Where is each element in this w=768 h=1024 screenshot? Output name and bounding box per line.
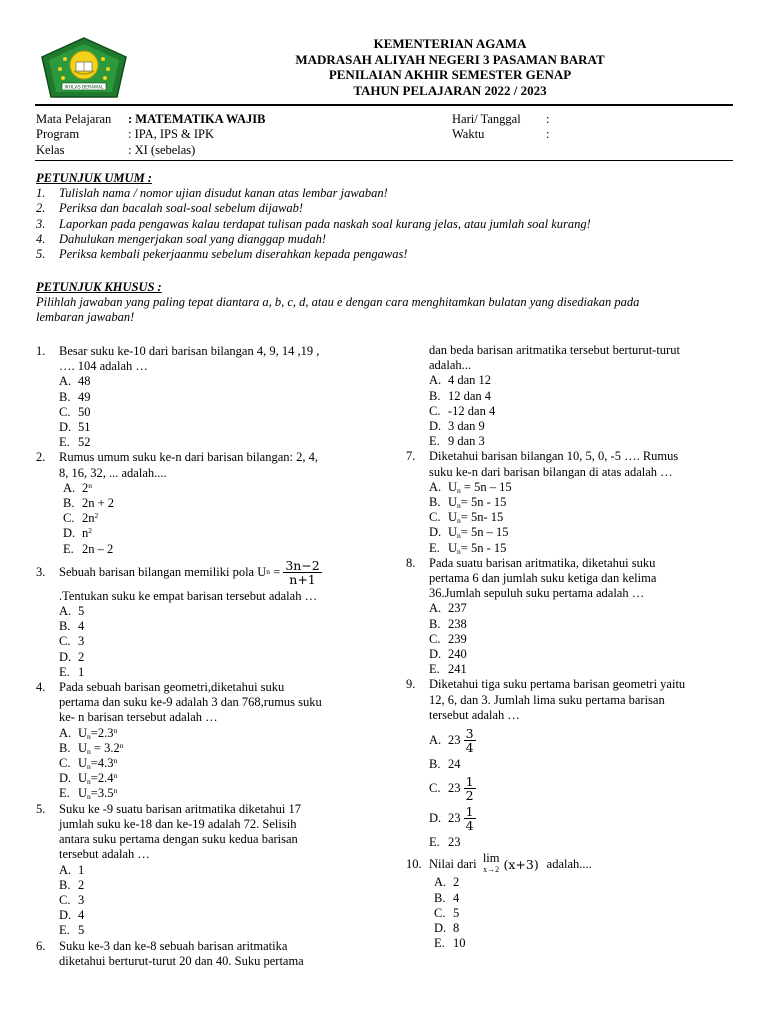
kelas-value: : XI (sebelas) (128, 142, 196, 157)
option-c[interactable]: C. 3 (59, 892, 85, 907)
kelas-label: Kelas (36, 142, 65, 157)
option-d[interactable]: D. 4 (59, 908, 85, 923)
option-a[interactable]: A. 4 dan 12 (429, 373, 492, 388)
header-divider (35, 104, 733, 106)
list-item: 3. Laporkan pada pengawas kalau terdapat tulisan pada naskah soal kurang jelas, atau jumlah soal kurang! (36, 216, 591, 231)
option-b[interactable]: B. 2 (59, 877, 85, 892)
option-d[interactable]: D. 240 (429, 647, 467, 662)
question-6: 6. Suku ke-3 dan ke-8 sebuah barisan aritmatika diketahui berturut-turut 20 dan 40. Suku pertama (36, 938, 304, 968)
option-c[interactable]: C. $U_n= 5n-$ 15 (429, 510, 504, 526)
question-10: 10. Nilai dari lim x→2 (x+3) adalah.... A. 2 B. 4 C. 5 D. 8 E. 10 (406, 853, 751, 951)
option-c[interactable]: C. 23 $\frac{1}{2}$ (429, 774, 474, 804)
option-a[interactable]: A. 5 (59, 604, 85, 619)
header-line-3: PENILAIAN AKHIR SEMESTER GENAP (328, 67, 572, 82)
option-d[interactable]: D. 23 $\frac{1}{4}$ (429, 804, 474, 834)
option-e[interactable]: E. $U_n= 5n - 15$ (429, 540, 507, 556)
list-item: 2. Periksa dan bacalah soal-soal sebelum dijawab! (36, 201, 304, 216)
option-e[interactable]: E. 241 (429, 662, 467, 677)
option-c[interactable]: C. -12 dan 4 (429, 403, 496, 418)
petunjuk-khusus-title: PETUNJUK KHUSUS : (36, 280, 162, 294)
petunjuk-umum-title: PETUNJUK UMUM : (36, 171, 152, 185)
question-3: 3. Sebuah barisan bilangan memiliki pola U n = $\frac{3n-2}{n+1}$ .Tentukan suku ke empat barisan tersebut adalah … A. 5 B. 4 C. 3 D. 2 E. 1 (36, 559, 386, 680)
option-a[interactable]: A. $U_n = 5n - 15$ (429, 479, 512, 495)
option-e[interactable]: E. 10 (434, 936, 466, 951)
option-a[interactable]: A. $U_n=2.3^n$ (59, 725, 118, 741)
exam-info-right (452, 112, 549, 143)
petunjuk-umum-list (36, 186, 736, 262)
list-item: 1. Tulislah nama / nomor ujian disudut kanan atas lembar jawaban! (36, 186, 388, 200)
petunjuk-umum (36, 171, 736, 262)
option-d[interactable]: D. $n^2$ (63, 526, 92, 541)
option-c[interactable]: C. 50 (59, 404, 91, 419)
option-d[interactable]: D. $U_n=2.4^n$ (59, 771, 118, 787)
option-b[interactable]: B. 2n + 2 (63, 496, 115, 511)
question-column-left (36, 344, 386, 969)
list-item: 5. Periksa kembali pekerjaanmu sebelum diserahkan kepada pengawas! (36, 247, 408, 262)
option-c[interactable]: C. $U_n=4.3^n$ (59, 756, 118, 772)
exam-info-left (36, 112, 266, 158)
program-label: Program (36, 127, 80, 142)
program-value: : IPA, IPS & IPK (128, 127, 215, 142)
option-a[interactable]: A. 237 (429, 601, 467, 616)
question-9: 9. Diketahui tiga suku pertama barisan geometri yaitu 12, 6, dan 3. Jumlah lima suku pertama barisan tersebut adalah … A. 23 $\frac{3}{4}$ B. 24 C. 23 $\frac{1}{2}$ D. 23 $\frac{1}{4}$ E. 23 (406, 677, 751, 850)
option-e[interactable]: E. 1 (59, 664, 85, 679)
question-2: 2. Rumus umum suku ke-n dari barisan bilangan: 2, 4, 8, 16, 32, ... adalah.... A. 2$^n$ B. 2n + 2 C. $2n^2$ D. $n^2$ E. 2n – 2 (36, 450, 386, 556)
waktu-value: : (546, 127, 550, 142)
kemenag-logo (38, 37, 130, 99)
question-8: 8. Pada suatu barisan aritmatika, diketahui suku pertama 6 dan jumlah suku ketiga dan kelima 36.Jumlah sepuluh suku pertama adalah … A. 237 B. 238 C. 239 D. 240 E. 241 (406, 556, 751, 678)
option-d[interactable]: D. 51 (59, 420, 91, 435)
option-b[interactable]: B. $U_n = 3.2^n$ (59, 740, 124, 756)
mapel-label: Mata Pelajaran (36, 112, 112, 126)
info-divider (35, 160, 733, 161)
header-title (175, 36, 725, 98)
option-c[interactable]: C. 3 (59, 634, 85, 649)
header-line-1: KEMENTERIAN AGAMA (373, 36, 527, 51)
option-a[interactable]: A. 2 (434, 875, 460, 890)
option-a[interactable]: A. 23 $\frac{3}{4}$ (429, 726, 474, 756)
option-c[interactable]: C. 239 (429, 631, 467, 646)
question-7: 7. Diketahui barisan bilangan 10, 5, 0, -5 …. Rumus suku ke-n dari barisan bilangan di atas adalah … A. $U_n = 5n - 15$ B. $U_n= 5n - 15$ C. $U_n= 5n-$ 15 D. $U_n= 5n - 15$ E. $U_n= 5n - 15$ (406, 449, 751, 555)
option-b[interactable]: B. 12 dan 4 (429, 388, 492, 403)
option-e[interactable]: E. $U_n=3.5^n$ (59, 786, 118, 802)
limit-notation: lim x→2 (482, 851, 500, 875)
question-5: 5. Suku ke -9 suatu barisan aritmatika diketahui 17 jumlah suku ke-18 dan ke-19 adalah 72. Selisih antara suku pertama dengan suku kedua barisan tersebut adalah … A. 1 B. 2 C. 3 D. 4 E. 5 (36, 802, 386, 939)
question-1: 1. Besar suku ke-10 dari barisan bilangan 4, 9, 14 ,19 , …. 104 adalah … A. 48 B. 49 C. 50 D. 51 E. 52 (36, 344, 386, 450)
header-line-2: MADRASAH ALIYAH NEGERI 3 PASAMAN BARAT (295, 51, 605, 67)
option-a[interactable]: A. 48 (59, 374, 91, 389)
option-d[interactable]: D. 2 (59, 649, 85, 664)
option-d[interactable]: D. 8 (434, 921, 460, 936)
option-a[interactable]: A. 1 (59, 862, 85, 877)
question-6-continued: dan beda barisan aritmatika tersebut berturut-turut adalah... A. 4 dan 12 B. 12 dan 4 C. -12 dan 4 D. 3 dan 9 E. 9 dan 3 (406, 343, 751, 449)
option-e[interactable]: E. 52 (59, 435, 91, 450)
option-a[interactable]: A. 2$^n$ (63, 480, 92, 495)
option-e[interactable]: E. 2n – 2 (63, 541, 114, 556)
header-line-4: TAHUN PELAJARAN 2022 / 2023 (353, 82, 547, 98)
petunjuk-khusus-line-2: lembaran jawaban! (36, 310, 135, 325)
list-item: 4. Dahulukan mengerjakan soal yang dianggap mudah! (36, 231, 326, 246)
option-b[interactable]: B. 238 (429, 616, 467, 631)
hari-value: : (546, 112, 550, 126)
option-c[interactable]: C. 5 (434, 905, 460, 920)
fraction: $\frac{3n-2}{n+1}$ (285, 557, 320, 587)
option-b[interactable]: B. 4 (59, 619, 85, 634)
svg-text:IKHLAS BERAMAL: IKHLAS BERAMAL (64, 85, 104, 91)
option-b[interactable]: B. $U_n= 5n - 15$ (429, 495, 507, 511)
petunjuk-khusus (36, 280, 748, 326)
option-b[interactable]: B. 49 (59, 389, 91, 404)
option-c[interactable]: C. $2n^2$ (63, 511, 99, 526)
question-4: 4. Pada sebuah barisan geometri,diketahui suku pertama dan suku ke-9 adalah 3 dan 768,rumus suku ke- n barisan tersebut adalah … A. $U_n=2.3^n$ B. $U_n = 3.2^n$ C. $U_n=4.3^n$ D. $U_n=2.4^n$ E. $U_n=3.5^n$ (36, 680, 386, 802)
option-e[interactable]: E. 9 dan 3 (429, 434, 485, 449)
option-b[interactable]: B. 4 (434, 890, 460, 905)
option-b[interactable]: B. 24 (429, 757, 461, 772)
option-d[interactable]: D. 3 dan 9 (429, 419, 485, 434)
petunjuk-khusus-line-1: Pilihlah jawaban yang paling tepat diantara a, b, c, d, atau e dengan cara menghitamkan bulatan yang disediakan pada (36, 295, 640, 309)
waktu-label: Waktu (452, 127, 485, 142)
question-column-right (406, 343, 751, 952)
option-e[interactable]: E. 23 (429, 835, 461, 850)
hari-label: Hari/ Tanggal (452, 112, 521, 126)
option-d[interactable]: D. $U_n= 5n - 15$ (429, 525, 509, 541)
option-e[interactable]: E. 5 (59, 923, 85, 938)
mapel-value: : MATEMATIKA WAJIB (128, 112, 266, 126)
